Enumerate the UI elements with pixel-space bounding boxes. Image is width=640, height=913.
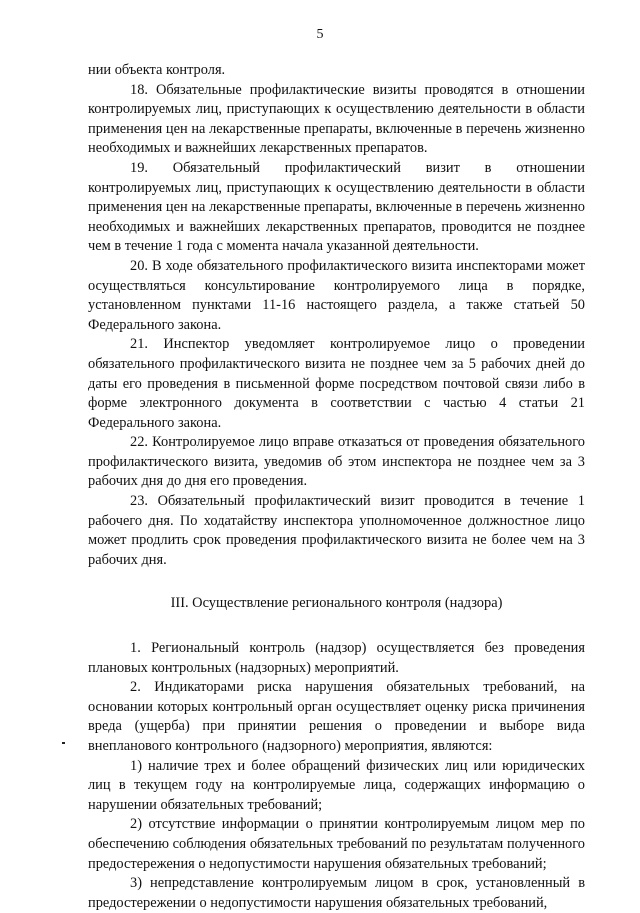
paragraph-23: 23. Обязательный профилактический визит проводится в течение 1 рабочего дня. По ходатайству инспектора уполномоченное должностное лицо может продлить срок проведения профилактического визита не более чем на 3 рабочих дня. [88,493,585,568]
paragraph-19: 19. Обязательный профилактический визит в отношении контролируемых лиц, приступающих к осуществлению деятельности в области применения цен на лекарственные препараты, включенные в перечень жизненно необходимых и важнейших лекарственных препаратов, проводится не позднее чем в течение 1 года с момента начала указанной деятельности. [88,159,585,255]
section-heading: III. Осуществление регионального контроля (надзора) [170,595,503,612]
paragraph-20: 20. В ходе обязательного профилактического визита инспекторами может осуществляться консультирование контролируемого лица в порядке, установленном пунктами 11-16 настоящего раздела, а также статьей 50 Федерального закона. [88,257,585,333]
list-item-3: 3) непредставление контролируемым лицом в срок, установленный в предостережении о недопустимости нарушения обязательных требований, [88,875,585,911]
paragraph-21: 21. Инспектор уведомляет контролируемое лицо о проведении обязательного профилактического визита не позднее чем за 5 рабочих дней до даты его проведения в письменной форме посредством почтовой связи либо в форме электронного документа в соответствии с частью 4 статьи 21 Федерального закона. [88,336,585,431]
document-body [88,61,585,913]
paragraph-section3-1: 1. Региональный контроль (надзор) осуществляется без проведения плановых контрольных (надзорных) мероприятий. [88,640,585,676]
page-number: 5 [316,27,324,42]
list-item-1: 1) наличие трех и более обращений физических лиц или юридических лиц в текущем году на контролируемые лица, содержащих информацию о нарушении обязательных требований; [88,757,585,813]
paragraph-continuation: нии объекта контроля. [88,62,226,78]
paragraph-18: 18. Обязательные профилактические визиты проводятся в отношении контролируемых лиц, приступающих к осуществлению деятельности в области применения цен на лекарственные препараты, включенные в перечень жизненно необходимых и важнейших лекарственных препаратов. [88,81,585,157]
paragraph-22: 22. Контролируемое лицо вправе отказаться от проведения обязательного профилактического визита, уведомив об этом инспектора не позднее чем за 3 рабочих дня до дня его проведения. [88,434,585,490]
scan-dot [62,742,65,744]
list-item-2: 2) отсутствие информации о принятии контролируемым лицом мер по обеспечению соблюдения обязательных требований по результатам полученного предостережения о недопустимости нарушения обязательных требований; [88,816,585,872]
paragraph-section3-2: 2. Индикаторами риска нарушения обязательных требований, на основании которых контрольный орган осуществляет оценку риска причинения вреда (ущерба) при принятии решения о проведении и выборе вида внепланового контрольного (надзорного) мероприятия, являются: [88,679,585,754]
